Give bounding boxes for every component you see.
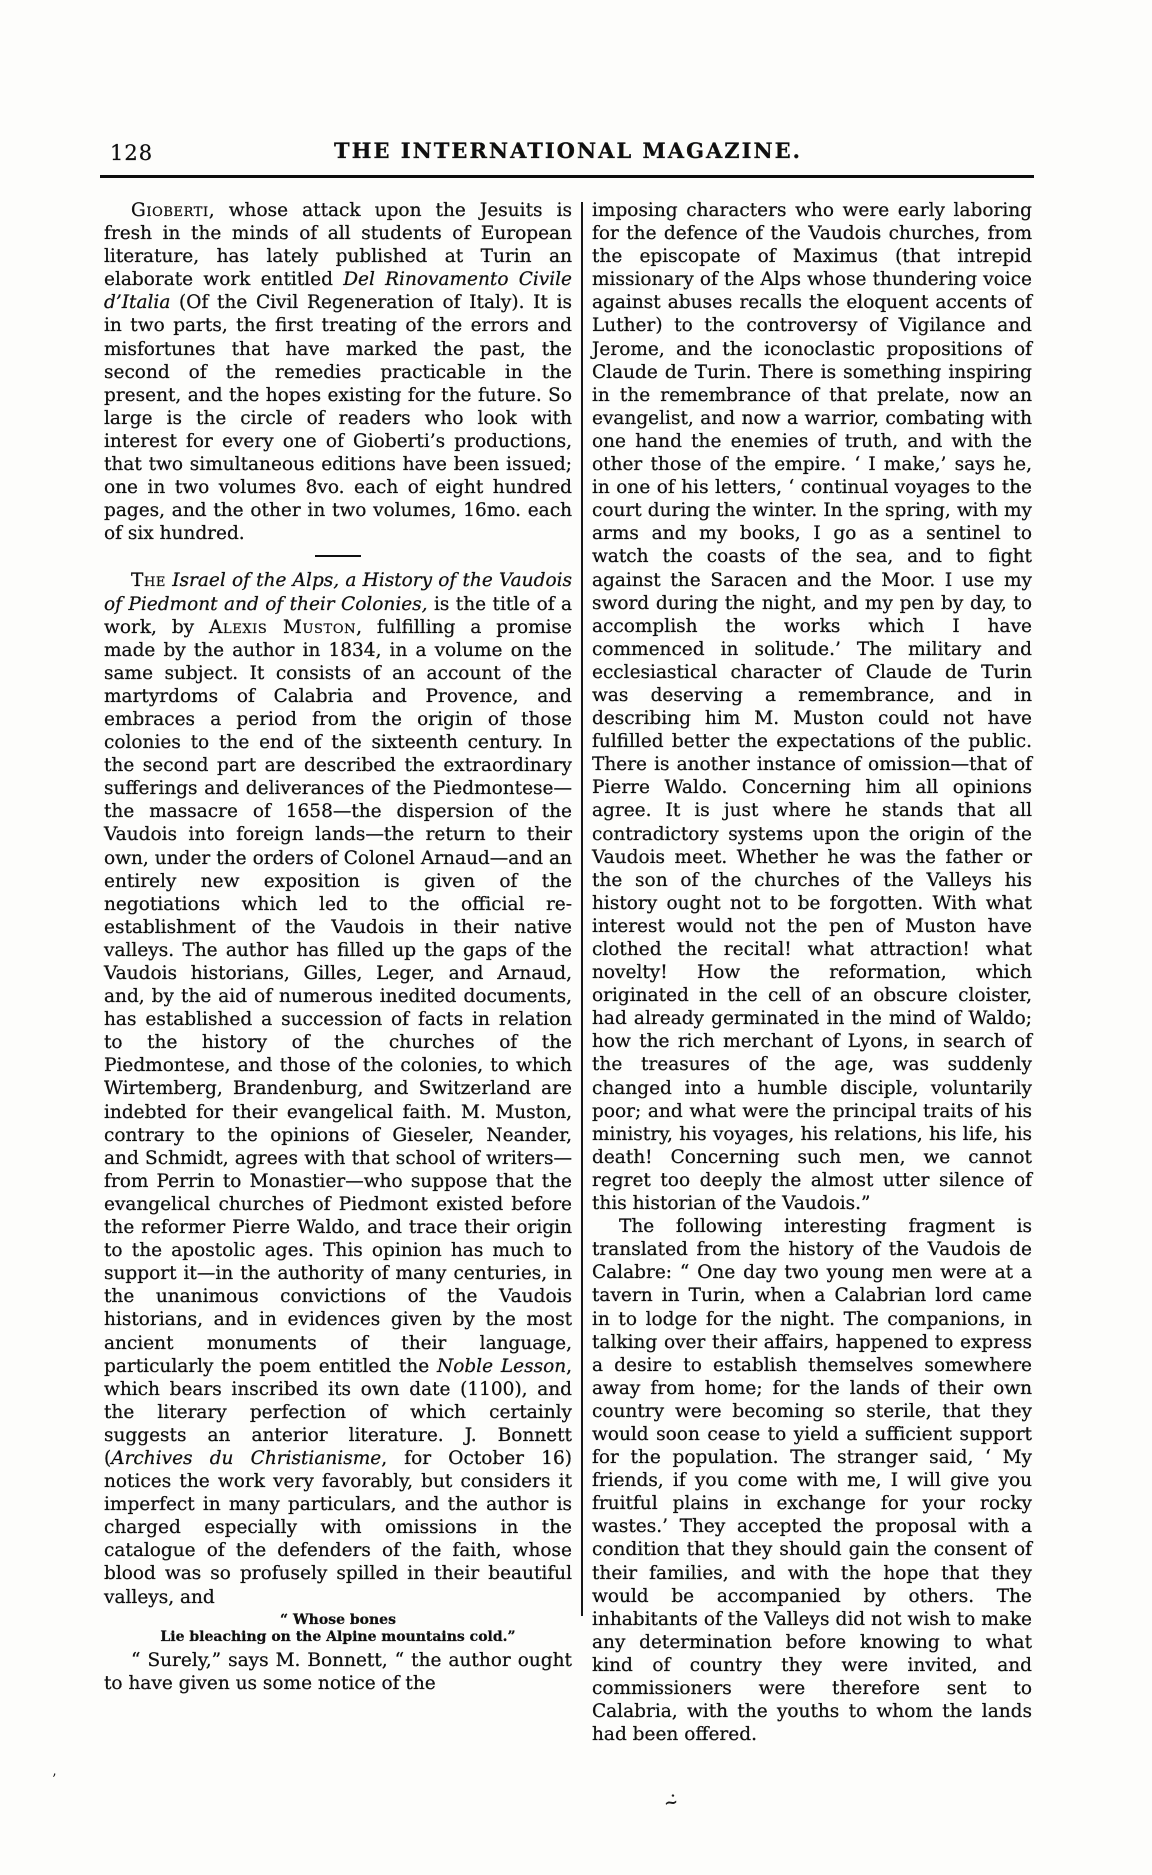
page-header bbox=[104, 138, 1032, 168]
page-title: THE INTERNATIONAL MAGAZINE. bbox=[334, 138, 802, 163]
verse-quote bbox=[104, 1612, 572, 1647]
paragraph-gioberti: Gioberti, whose attack upon the Jesuits is fresh in the minds of all students of European literature, has lately published at Turin an elaborate work entitled Del Rinovamento Civile d’Italia (Of the Civil Regeneration of Italy). It is in two parts, the first treating of the errors and misfortunes that have marked the past, the second of the remedies practicable in the present, and the hopes existing for the future. So large is the circle of readers who look with interest for every one of Gioberti’s productions, that two simultaneous editions have been issued; one in two volumes 8vo. each of eight hundred pages, and the other in two volumes, 16mo. each of six hundred. bbox=[104, 200, 572, 545]
left-column bbox=[104, 199, 572, 1746]
verse-line-2: Lie bleaching on the Alpine mountains cold.” bbox=[160, 1629, 516, 1646]
header-rule bbox=[100, 175, 1034, 178]
ink-smudge-bottom: ~̇ bbox=[662, 1792, 680, 1814]
paragraph-surely: “ Surely,” says M. Bonnett, “ the author ought to have given us some notice of the bbox=[104, 1649, 572, 1694]
page-number: 128 bbox=[110, 141, 154, 165]
paragraph-calabre-fragment: The following interesting fragment is translated from the history of the Vaudois de Calabre: “ One day two young men were at a tavern in Turin, when a Calabrian lord came in to lodge for the night. The companions, in talking over their affairs, happened to express a desire to establish themselves somewhere away from home; for the lands of their own country were becoming so sterile, that they would soon cease to yield a sufficient support for the population. The stranger said, ‘ My friends, if you come with me, I will give you fruitful plains in exchange for your rocky wastes.’ They accepted the proposal with a condition that they should gain the consent of their families, and with the hope that they would be accompanied by others. The inhabitants of the Valleys did not wish to make any determination before knowing to what kind of country they were invited, and commissioners were therefore sent to Calabria, with the youths to whom the lands had been offered. bbox=[592, 1216, 1032, 1746]
right-column bbox=[592, 199, 1032, 1746]
ink-speck-margin: ’ bbox=[52, 1772, 57, 1788]
text-columns bbox=[104, 199, 1032, 1746]
section-divider-rule bbox=[315, 555, 361, 557]
column-divider-line bbox=[581, 202, 583, 1616]
paragraph-israel-of-the-alps: The Israel of the Alps, a History of the Vaudois of Piedmont and of their Colonies, is the title of a work, by Alexis Muston, fulfilling a promise made by the author in 1834, in a volume on the same subject. It consists of an account of the martyrdoms of Calabria and Provence, and embraces a period from the origin of those colonies to the end of the sixteenth century. In the second part are described the extraordinary sufferings and deliverances of the Piedmontese—the massacre of 1658—the dispersion of the Vaudois into foreign lands—the return to their own, under the orders of Colonel Arnaud—and an entirely new exposition is given of the negotiations which led to the official re-establishment of the Vaudois in their native valleys. The author has filled up the gaps of the Vaudois historians, Gilles, Leger, and Arnaud, and, by the aid of numerous inedited documents, has established a succession of facts in relation to the history of the churches of the Piedmontese, and those of the colonies, to which Wirtemberg, Brandenburg, and Switzerland are indebted for their evangelical faith. M. Muston, contrary to the opinions of Gieseler, Neander, and Schmidt, agrees with that school of writers—from Perrin to Monastier—who suppose that the evangelical churches of Piedmont existed before the reformer Pierre Waldo, and trace their origin to the apostolic ages. This opinion has much to support it—in the authority of many centuries, in the unanimous convictions of the Vaudois historians, and in evidences given by the most ancient monuments of their language, particularly the poem entitled the Noble Lesson, which bears inscribed its own date (1100), and the literary perfection of which certainly suggests an anterior literature. J. Bonnett (Archives du Christianisme, for October 16) notices the work very favorably, but considers it imperfect in many particulars, and the author is charged especially with omissions in the catalogue of the defenders of the faith, whose blood was so profusely spilled in their beautiful valleys, and bbox=[104, 570, 573, 1608]
verse-line-1: “ Whose bones bbox=[280, 1611, 396, 1628]
paragraph-continuation: imposing characters who were early laboring for the defence of the Vaudois churches, from the episcopate of Maximus (that intrepid missionary of the Alps whose thundering voice against abuses recalls the eloquent accents of Luther) to the controversy of Vigilance and Jerome, and the iconoclastic propositions of Claude de Turin. There is something inspiring in the remembrance of that prelate, now an evangelist, and now a warrior, combating with one hand the enemies of truth, and with the other those of the empire. ‘ I make,’ says he, in one of his letters, ‘ continual voyages to the court during the winter. In the spring, with my arms and my books, I go as a sentinel to watch the coasts of the sea, and to fight against the Saracen and the Moor. I use my sword during the night, and my pen by day, to accomplish the works which I have commenced in solitude.’ The military and ecclesiastical character of Claude de Turin was deserving a remembrance, and in describing him M. Muston could not have fulfilled better the expectations of the public. There is another instance of omission—that of Pierre Waldo. Concerning him all opinions agree. It is just where he stands that all contradictory systems upon the origin of the Vaudois meet. Whether he was the father or the son of the churches of the Valleys his history ought not to be forgotten. With what interest would not the pen of Muston have clothed the recital! what attraction! what novelty! How the reformation, which originated in the cell of an obscure cloister, had already germinated in the mind of Waldo; how the rich merchant of Lyons, in search of the treasures of the age, was suddenly changed into a humble disciple, voluntarily poor; and what were the principal traits of his ministry, his voyages, his relations, his life, his death! Concerning such men, we cannot regret too deeply the almost utter silence of this historian of the Vaudois.” bbox=[592, 200, 1032, 1215]
